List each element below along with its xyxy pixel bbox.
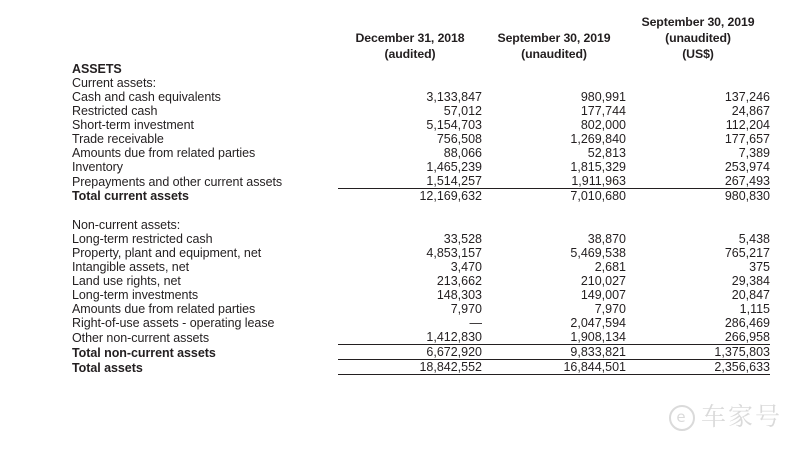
row-value: 24,867 <box>731 104 770 118</box>
total-value: 12,169,632 <box>338 189 482 204</box>
row-value: 286,469 <box>724 316 770 330</box>
table-row <box>72 174 770 189</box>
row-value: 253,974 <box>724 160 770 174</box>
row-value: 1,908,134 <box>570 330 626 344</box>
row-value: 1,465,239 <box>426 160 482 174</box>
subheading-label: Current assets: <box>72 76 157 90</box>
row-value: — <box>469 316 482 330</box>
total-value: 2,356,633 <box>626 360 770 375</box>
row-value: 137,246 <box>724 90 770 104</box>
table-row <box>72 132 770 146</box>
balance-sheet-table <box>72 14 770 375</box>
table-row <box>72 90 770 104</box>
row-value: 980,991 <box>580 90 626 104</box>
row-value: 1,269,840 <box>570 132 626 146</box>
row-value: 5,438 <box>738 232 770 246</box>
subheading-current-assets <box>72 76 770 90</box>
row-label: Prepayments and other current assets <box>72 174 283 189</box>
row-value: 267,493 <box>724 174 770 188</box>
column-header-sep-2019-usd <box>626 14 770 62</box>
table-row <box>72 260 770 274</box>
header-line1: September 30, 2019 <box>497 31 611 45</box>
total-value: 980,830 <box>626 189 770 204</box>
total-label: Total non-current assets <box>72 345 216 360</box>
row-value: 7,970 <box>450 302 482 316</box>
table-row <box>72 302 770 316</box>
watermark <box>669 397 782 433</box>
row-value: 1,412,830 <box>426 330 482 344</box>
column-header-dec-2018 <box>338 14 482 62</box>
total-value: 1,375,803 <box>626 345 770 360</box>
row-label: Long-term restricted cash <box>72 232 213 246</box>
watermark-logo-icon: e <box>669 405 695 431</box>
row-value: 33,528 <box>443 232 482 246</box>
row-value: 756,508 <box>436 132 482 146</box>
row-value: 1,911,963 <box>571 174 626 188</box>
row-value: 52,813 <box>587 146 626 160</box>
row-value: 20,847 <box>731 288 770 302</box>
header-line1: September 30, 2019 <box>641 15 755 29</box>
total-row-total-assets <box>72 360 770 375</box>
table-row <box>72 316 770 330</box>
table-row <box>72 104 770 118</box>
row-value: 57,012 <box>443 104 482 118</box>
row-value: 149,007 <box>580 288 626 302</box>
table-row <box>72 246 770 260</box>
total-label: Total current assets <box>72 189 189 203</box>
row-value: 38,870 <box>587 232 626 246</box>
header-blank <box>72 14 338 62</box>
table-row <box>72 288 770 302</box>
row-value: 177,744 <box>580 104 626 118</box>
row-value: 148,303 <box>436 288 482 302</box>
table-row <box>72 160 770 174</box>
row-value: 213,662 <box>436 274 482 288</box>
section-heading-label: ASSETS <box>72 62 122 76</box>
total-label: Total assets <box>72 360 143 375</box>
total-value: 18,842,552 <box>338 360 482 375</box>
subheading-non-current-assets <box>72 218 770 232</box>
total-value: 7,010,680 <box>482 189 626 204</box>
header-line2: (audited) <box>384 47 436 61</box>
header-line2: (unaudited) <box>665 31 731 45</box>
row-value: 765,217 <box>724 246 770 260</box>
row-label: Restricted cash <box>72 104 158 118</box>
table-row <box>72 232 770 246</box>
row-label: Inventory <box>72 160 123 174</box>
row-value: 88,066 <box>443 146 482 160</box>
subheading-label: Non-current assets: <box>72 218 181 232</box>
row-value: 802,000 <box>580 118 626 132</box>
row-value: 1,115 <box>739 302 770 316</box>
row-value: 1,815,329 <box>570 160 626 174</box>
row-value: 7,970 <box>594 302 626 316</box>
row-value: 210,027 <box>580 274 626 288</box>
total-value: 6,672,920 <box>338 345 482 360</box>
row-value: 29,384 <box>731 274 770 288</box>
row-label: Amounts due from related parties <box>72 302 256 316</box>
row-value: 3,470 <box>450 260 482 274</box>
table-row <box>72 118 770 132</box>
section-heading-assets <box>72 62 770 76</box>
row-value: 5,469,538 <box>570 246 626 260</box>
watermark-text: 车家号 <box>700 402 782 431</box>
table-row <box>72 330 770 345</box>
row-value: 7,389 <box>738 146 770 160</box>
table-row <box>72 274 770 288</box>
table-header <box>72 14 770 62</box>
total-row-non-current-assets <box>72 345 770 360</box>
row-label: Short-term investment <box>72 118 194 132</box>
row-label: Trade receivable <box>72 132 164 146</box>
row-value: 1,514,257 <box>426 174 482 188</box>
table-body <box>72 62 770 375</box>
row-label: Other non-current assets <box>72 330 210 345</box>
row-value: 4,853,157 <box>426 246 482 260</box>
row-label: Right-of-use assets - operating lease <box>72 316 275 330</box>
column-header-sep-2019-rmb <box>482 14 626 62</box>
row-value: 2,681 <box>594 260 626 274</box>
table-row <box>72 146 770 160</box>
row-label: Cash and cash equivalents <box>72 90 221 104</box>
row-value: 3,133,847 <box>426 90 482 104</box>
header-line3: (US$) <box>682 47 714 61</box>
header-line1: December 31, 2018 <box>355 31 465 45</box>
row-label: Amounts due from related parties <box>72 146 256 160</box>
row-value: 177,657 <box>724 132 770 146</box>
row-value: 2,047,594 <box>570 316 626 330</box>
row-label: Long-term investments <box>72 288 199 302</box>
row-value: 112,204 <box>725 118 770 132</box>
row-label: Land use rights, net <box>72 274 181 288</box>
row-label: Property, plant and equipment, net <box>72 246 262 260</box>
row-value: 375 <box>749 260 770 274</box>
header-row <box>72 14 770 62</box>
total-value: 9,833,821 <box>482 345 626 360</box>
section-spacer <box>72 203 770 218</box>
header-line2: (unaudited) <box>521 47 587 61</box>
total-row-current-assets <box>72 189 770 204</box>
total-value: 16,844,501 <box>482 360 626 375</box>
row-label: Intangible assets, net <box>72 260 190 274</box>
row-value: 5,154,703 <box>426 118 482 132</box>
row-value: 266,958 <box>724 330 770 344</box>
